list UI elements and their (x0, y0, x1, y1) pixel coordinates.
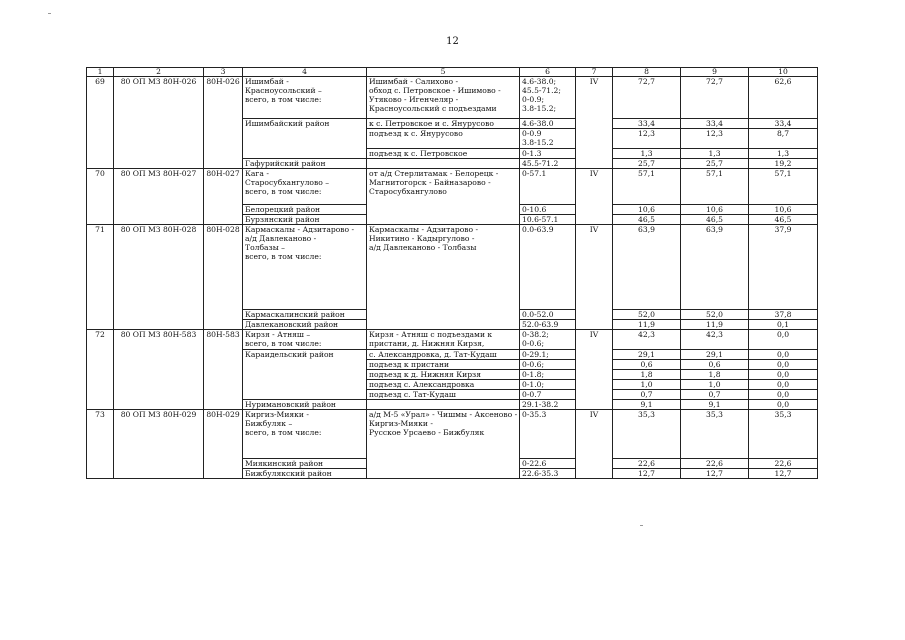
road-id: 80 ОП МЗ 80Н-028 (114, 225, 204, 330)
length-col9: 12,7 (681, 469, 749, 479)
length-col10: 35,3 (749, 410, 818, 459)
road-name-line: Кирзя - Атняш – (245, 330, 311, 339)
category-cell: IV (576, 77, 613, 169)
route-line: Русское Урсаево - Бижбуляк (369, 428, 485, 437)
length-col9: 12,3 (681, 129, 749, 149)
route-cell: подъезд к пристани (367, 360, 520, 370)
road-name-line: Бижбуляк – (245, 419, 293, 428)
scan-speck (48, 13, 51, 14)
route-line: Кармаскалы - Адзитарово - (369, 225, 479, 234)
route-line: пристани, д. Нижняя Кирзя, (369, 339, 485, 348)
length-col9: 63,9 (681, 225, 749, 310)
category-cell: IV (576, 169, 613, 225)
km-range-line: 3.8-15.2; (522, 104, 557, 113)
road-name-line: Красноусольский – (245, 86, 322, 95)
road-name-line: Толбазы – (245, 243, 285, 252)
length-col9: 72,7 (681, 77, 749, 119)
length-col10: 0,0 (749, 400, 818, 410)
route-line: от а/д Стерлитамак - Белорецк - (369, 169, 499, 178)
length-col10: 57,1 (749, 169, 818, 205)
table-row (87, 330, 818, 350)
district-cell: Караидельский район (243, 350, 367, 400)
length-total: 12,7 (613, 469, 681, 479)
header-cell: 3 (204, 68, 243, 77)
header-cell: 6 (520, 68, 576, 77)
route-cell (367, 159, 520, 169)
road-name-line: Кармаскалы - Адзитарово - (245, 225, 355, 234)
length-col9: 0,6 (681, 360, 749, 370)
district-cell: Нуримановский район (243, 400, 367, 410)
route-cell: к с. Петровское и с. Янурусово (367, 119, 520, 129)
length-total: 29,1 (613, 350, 681, 360)
road-id: 80 ОП МЗ 80Н-583 (114, 330, 204, 410)
route-line: Старосубхангулово (369, 187, 447, 196)
road-name-line: Ишимбай - (245, 77, 289, 86)
km-range-cell: 22.6-35.3 (520, 469, 576, 479)
route-line: а/д М-5 «Урал» - Чишмы - Аксеново - (369, 410, 518, 419)
road-name-line: всего, в том числе: (245, 428, 322, 437)
length-col10: 33,4 (749, 119, 818, 129)
route-cell (367, 169, 520, 225)
road-name-line: всего, в том числе: (245, 252, 322, 261)
length-col10: 0,1 (749, 320, 818, 330)
header-cell: 4 (243, 68, 367, 77)
km-range-cell: 0-1.0; (520, 380, 576, 390)
route-cell (367, 330, 520, 350)
length-col10: 0,0 (749, 350, 818, 360)
km-range-cell: 4.6-38.0 (520, 119, 576, 129)
road-code: 80Н-029 (204, 410, 243, 479)
road-name-line: Кага - (245, 169, 269, 178)
road-name-line: всего, в том числе: (245, 187, 322, 196)
header-row (87, 68, 818, 77)
category-cell: IV (576, 330, 613, 410)
header-cell: 8 (613, 68, 681, 77)
km-range-cell: 0-29.1; (520, 350, 576, 360)
km-range-cell (520, 77, 576, 119)
length-total: 0,7 (613, 390, 681, 400)
length-col9: 11,9 (681, 320, 749, 330)
km-range-cell (520, 129, 576, 149)
row-number: 71 (87, 225, 114, 330)
road-id: 80 ОП МЗ 80Н-029 (114, 410, 204, 479)
length-col10: 12,7 (749, 469, 818, 479)
length-total: 72,7 (613, 77, 681, 119)
district-cell: Миякинский район (243, 459, 367, 469)
length-col9: 10,6 (681, 205, 749, 215)
road-code: 80Н-027 (204, 169, 243, 225)
route-cell: подъезд к с. Петровское (367, 149, 520, 159)
length-col10: 22,6 (749, 459, 818, 469)
length-total: 1,3 (613, 149, 681, 159)
length-col9: 57,1 (681, 169, 749, 205)
length-col9: 22,6 (681, 459, 749, 469)
length-total: 11,9 (613, 320, 681, 330)
route-line: Ишимбай - Салихово - (369, 77, 459, 86)
km-range-cell: 0-10.6 (520, 205, 576, 215)
header-cell: 7 (576, 68, 613, 77)
length-total: 22,6 (613, 459, 681, 469)
route-cell: подъезд к д. Нижняя Кирзя (367, 370, 520, 380)
header-cell: 1 (87, 68, 114, 77)
road-name-cell (243, 169, 367, 205)
km-range-cell: 10.6-57.1 (520, 215, 576, 225)
km-range-line: 0-0.9 (522, 129, 542, 138)
header-cell: 10 (749, 68, 818, 77)
category-cell: IV (576, 410, 613, 479)
length-col9: 9,1 (681, 400, 749, 410)
route-cell: подъезд с. Александровка (367, 380, 520, 390)
route-line: Кирзя - Атняш с подъездами к (369, 330, 493, 339)
road-name-line: Старосубхангулово – (245, 178, 330, 187)
road-name-cell (243, 410, 367, 459)
route-line: Утяково - Игенчеляр - (369, 95, 459, 104)
scan-speck (640, 525, 643, 526)
road-name-line: а/д Давлеканово - (245, 234, 317, 243)
header-cell: 5 (367, 68, 520, 77)
district-cell: Белорецкий район (243, 205, 367, 215)
length-col10: 0,0 (749, 370, 818, 380)
km-range-cell: 45.5-71.2 (520, 159, 576, 169)
length-total: 52,0 (613, 310, 681, 320)
length-col9: 1,8 (681, 370, 749, 380)
length-col10: 8,7 (749, 129, 818, 149)
km-range-cell: 0-35.3 (520, 410, 576, 459)
table-row (87, 169, 818, 205)
length-total: 1,0 (613, 380, 681, 390)
route-line: а/д Давлеканово - Толбазы (369, 243, 477, 252)
length-total: 25,7 (613, 159, 681, 169)
length-col10: 0,0 (749, 330, 818, 350)
route-cell (367, 77, 520, 119)
length-col9: 29,1 (681, 350, 749, 360)
length-col9: 33,4 (681, 119, 749, 129)
length-col10: 37,9 (749, 225, 818, 310)
road-code: 80Н-583 (204, 330, 243, 410)
length-total: 1,8 (613, 370, 681, 380)
route-line: обход с. Петровское - Ишимово - (369, 86, 501, 95)
length-col10: 10,6 (749, 205, 818, 215)
length-total: 12,3 (613, 129, 681, 149)
road-name-line: всего, в том числе: (245, 95, 322, 104)
length-col9: 35,3 (681, 410, 749, 459)
route-cell: подъезд к с. Янурусово (367, 129, 520, 149)
route-cell (367, 400, 520, 410)
km-range-cell: 29.1-38.2 (520, 400, 576, 410)
length-col9: 25,7 (681, 159, 749, 169)
length-total: 46,5 (613, 215, 681, 225)
row-number: 69 (87, 77, 114, 169)
length-total: 42,3 (613, 330, 681, 350)
km-range-cell: 52.0-63.9 (520, 320, 576, 330)
row-number: 72 (87, 330, 114, 410)
length-total: 9,1 (613, 400, 681, 410)
roads-table (86, 67, 818, 479)
length-col10: 46,5 (749, 215, 818, 225)
km-range-cell (520, 330, 576, 350)
route-line: Киргиз-Мияки - (369, 419, 433, 428)
length-total: 35,3 (613, 410, 681, 459)
length-total: 63,9 (613, 225, 681, 310)
length-col10: 19,2 (749, 159, 818, 169)
km-range-line: 0-0.6; (522, 339, 545, 348)
km-range-cell: 0-57.1 (520, 169, 576, 205)
table-row (87, 225, 818, 310)
road-id: 80 ОП МЗ 80Н-026 (114, 77, 204, 169)
km-range-cell: 0-0.6; (520, 360, 576, 370)
km-range-cell: 0-0.7 (520, 390, 576, 400)
row-number: 73 (87, 410, 114, 479)
district-cell: Ишимбайский район (243, 119, 367, 159)
district-cell: Бурзянский район (243, 215, 367, 225)
category-cell: IV (576, 225, 613, 330)
district-cell: Давлекановский район (243, 320, 367, 330)
route-cell: с. Александровка, д. Тат-Кудаш (367, 350, 520, 360)
length-col9: 52,0 (681, 310, 749, 320)
road-name-line: Киргиз-Мияки - (245, 410, 309, 419)
length-col10: 0,0 (749, 360, 818, 370)
length-col9: 1,3 (681, 149, 749, 159)
district-cell: Кармаскалинский район (243, 310, 367, 320)
route-cell (367, 410, 520, 479)
road-id: 80 ОП МЗ 80Н-027 (114, 169, 204, 225)
km-range-cell: 0-22.6 (520, 459, 576, 469)
km-range-line: 45.5-71.2; (522, 86, 561, 95)
road-name-cell (243, 77, 367, 119)
km-range-cell: 0-1.3 (520, 149, 576, 159)
road-code: 80Н-028 (204, 225, 243, 330)
length-total: 10,6 (613, 205, 681, 215)
road-code: 80Н-026 (204, 77, 243, 169)
length-total: 0,6 (613, 360, 681, 370)
km-range-line: 4.6-38.0; (522, 77, 557, 86)
km-range-line: 0-0.9; (522, 95, 545, 104)
length-total: 57,1 (613, 169, 681, 205)
route-cell (367, 225, 520, 330)
km-range-cell: 0.0-63.9 (520, 225, 576, 310)
header-cell: 2 (114, 68, 204, 77)
district-cell: Бижбулякский район (243, 469, 367, 479)
road-name-cell (243, 225, 367, 310)
length-col10: 0,0 (749, 390, 818, 400)
km-range-line: 3.8-15.2 (522, 138, 554, 147)
length-col10: 1,3 (749, 149, 818, 159)
road-name-line: всего, в том числе: (245, 339, 322, 348)
length-col10: 37,8 (749, 310, 818, 320)
length-col9: 46,5 (681, 215, 749, 225)
row-number: 70 (87, 169, 114, 225)
length-col9: 1,0 (681, 380, 749, 390)
km-range-cell: 0-1.8; (520, 370, 576, 380)
km-range-line: 0-38.2; (522, 330, 549, 339)
table-row (87, 410, 818, 459)
km-range-cell: 0.0-52.0 (520, 310, 576, 320)
route-cell: подъезд с. Тат-Кудаш (367, 390, 520, 400)
road-name-cell (243, 330, 367, 350)
route-line: Красноусольский с подъездами (369, 104, 497, 113)
length-total: 33,4 (613, 119, 681, 129)
table-row (87, 77, 818, 119)
route-line: Никитино - Кадыргулово - (369, 234, 475, 243)
header-cell: 9 (681, 68, 749, 77)
page-number: 12 (446, 36, 459, 47)
length-col9: 0,7 (681, 390, 749, 400)
district-cell: Гафурийский район (243, 159, 367, 169)
length-col9: 42,3 (681, 330, 749, 350)
length-col10: 0,0 (749, 380, 818, 390)
route-line: Магнитогорск - Байназарово - (369, 178, 491, 187)
length-col10: 62,6 (749, 77, 818, 119)
